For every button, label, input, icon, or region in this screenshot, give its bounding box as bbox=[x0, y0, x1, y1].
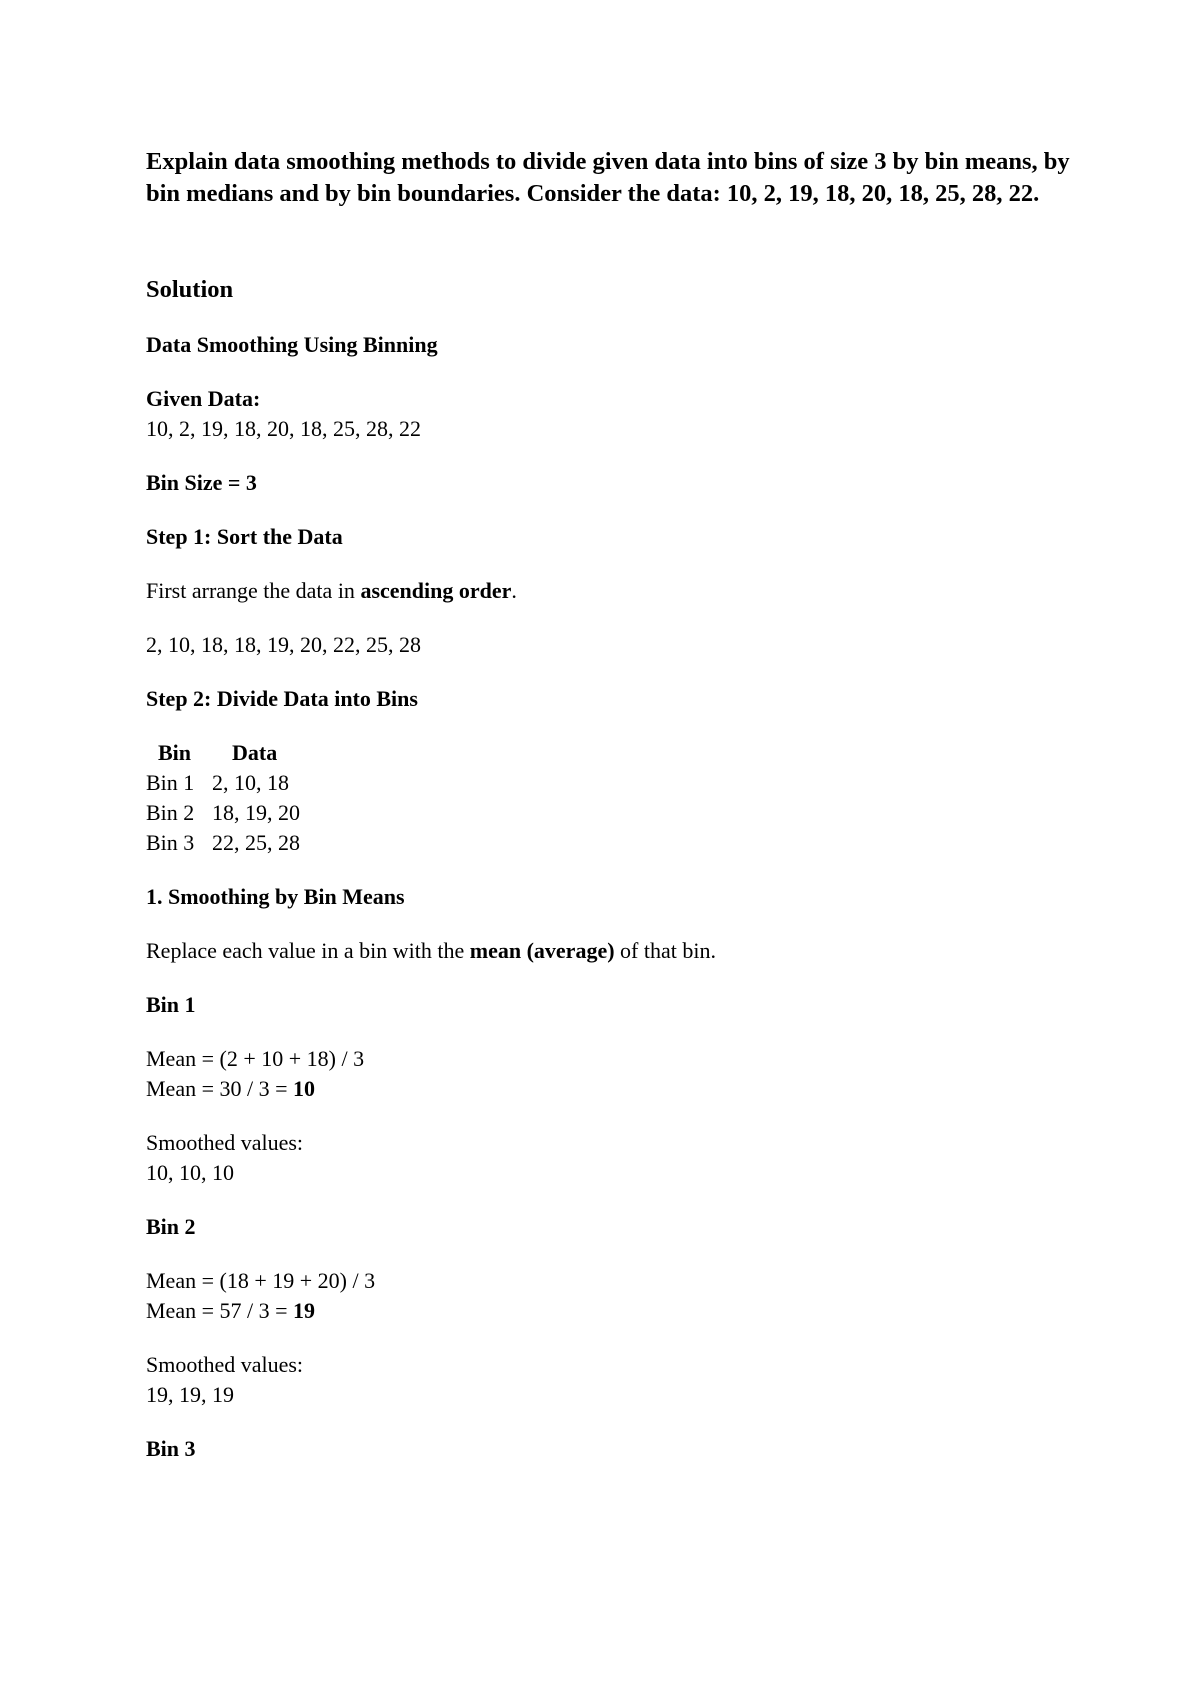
table-row bbox=[146, 828, 300, 858]
solution-heading: Solution bbox=[146, 276, 234, 303]
bin-size: Bin Size = 3 bbox=[146, 470, 257, 495]
document-page bbox=[146, 146, 1086, 1464]
bin2-calc: Mean = (18 + 19 + 20) / 3 bbox=[146, 1268, 376, 1293]
bin2-label: Bin 2 bbox=[146, 1214, 196, 1239]
bins-table bbox=[146, 738, 300, 858]
step2-title: Step 2: Divide Data into Bins bbox=[146, 686, 418, 711]
bin1-smoothed-label: Smoothed values: bbox=[146, 1130, 304, 1155]
table-row bbox=[146, 768, 300, 798]
bin2-result bbox=[146, 1296, 1086, 1326]
means-text-bold: mean (average) bbox=[469, 938, 615, 963]
bin1-result-value: 10 bbox=[293, 1076, 316, 1101]
bin1-smoothed-block bbox=[146, 1128, 1086, 1188]
bin-values: 18, 19, 20 bbox=[212, 800, 300, 825]
bin1-calc-block bbox=[146, 1044, 1086, 1104]
section-title: Data Smoothing Using Binning bbox=[146, 332, 438, 357]
step1-text-after: . bbox=[511, 578, 517, 603]
given-data-label: Given Data: bbox=[146, 386, 261, 411]
given-data-block bbox=[146, 384, 1086, 444]
table-row bbox=[146, 798, 300, 828]
bin-values: 2, 10, 18 bbox=[212, 770, 289, 795]
step1-title: Step 1: Sort the Data bbox=[146, 524, 343, 549]
bin2-calc-block bbox=[146, 1266, 1086, 1326]
bin2-smoothed-values: 19, 19, 19 bbox=[146, 1382, 234, 1407]
bin2-smoothed-label: Smoothed values: bbox=[146, 1352, 304, 1377]
means-title: 1. Smoothing by Bin Means bbox=[146, 884, 405, 909]
means-text bbox=[146, 936, 1086, 966]
bin-name: Bin 2 bbox=[146, 800, 195, 825]
given-data-values: 10, 2, 19, 18, 20, 18, 25, 28, 22 bbox=[146, 416, 421, 441]
bin-values: 22, 25, 28 bbox=[212, 830, 300, 855]
bin2-result-value: 19 bbox=[293, 1298, 316, 1323]
bin3-label: Bin 3 bbox=[146, 1436, 196, 1461]
bin-name: Bin 3 bbox=[146, 830, 195, 855]
bin-name: Bin 1 bbox=[146, 770, 195, 795]
bin2-smoothed-block bbox=[146, 1350, 1086, 1410]
header-bin: Bin bbox=[158, 740, 192, 765]
bin1-result-prefix: Mean = 30 / 3 = bbox=[146, 1076, 294, 1101]
bin1-calc: Mean = (2 + 10 + 18) / 3 bbox=[146, 1046, 365, 1071]
sorted-data: 2, 10, 18, 18, 19, 20, 22, 25, 28 bbox=[146, 632, 421, 657]
step1-text-before: First arrange the data in bbox=[146, 578, 361, 603]
header-data: Data bbox=[232, 740, 278, 765]
means-text-after: of that bin. bbox=[614, 938, 716, 963]
bins-table-header bbox=[146, 738, 300, 768]
means-text-before: Replace each value in a bin with the bbox=[146, 938, 470, 963]
bin1-label: Bin 1 bbox=[146, 992, 196, 1017]
bin1-smoothed-values: 10, 10, 10 bbox=[146, 1160, 234, 1185]
step1-text bbox=[146, 576, 1086, 606]
question-text: Explain data smoothing methods to divide given data into bins of size 3 by bin means, by bin medians and by bin boundaries. Consider the data: 10, 2, 19, 18, 20, 18, 25, 28, 22. bbox=[146, 148, 1070, 207]
step1-text-bold: ascending order bbox=[360, 578, 512, 603]
bin2-result-prefix: Mean = 57 / 3 = bbox=[146, 1298, 294, 1323]
bin1-result bbox=[146, 1074, 1086, 1104]
